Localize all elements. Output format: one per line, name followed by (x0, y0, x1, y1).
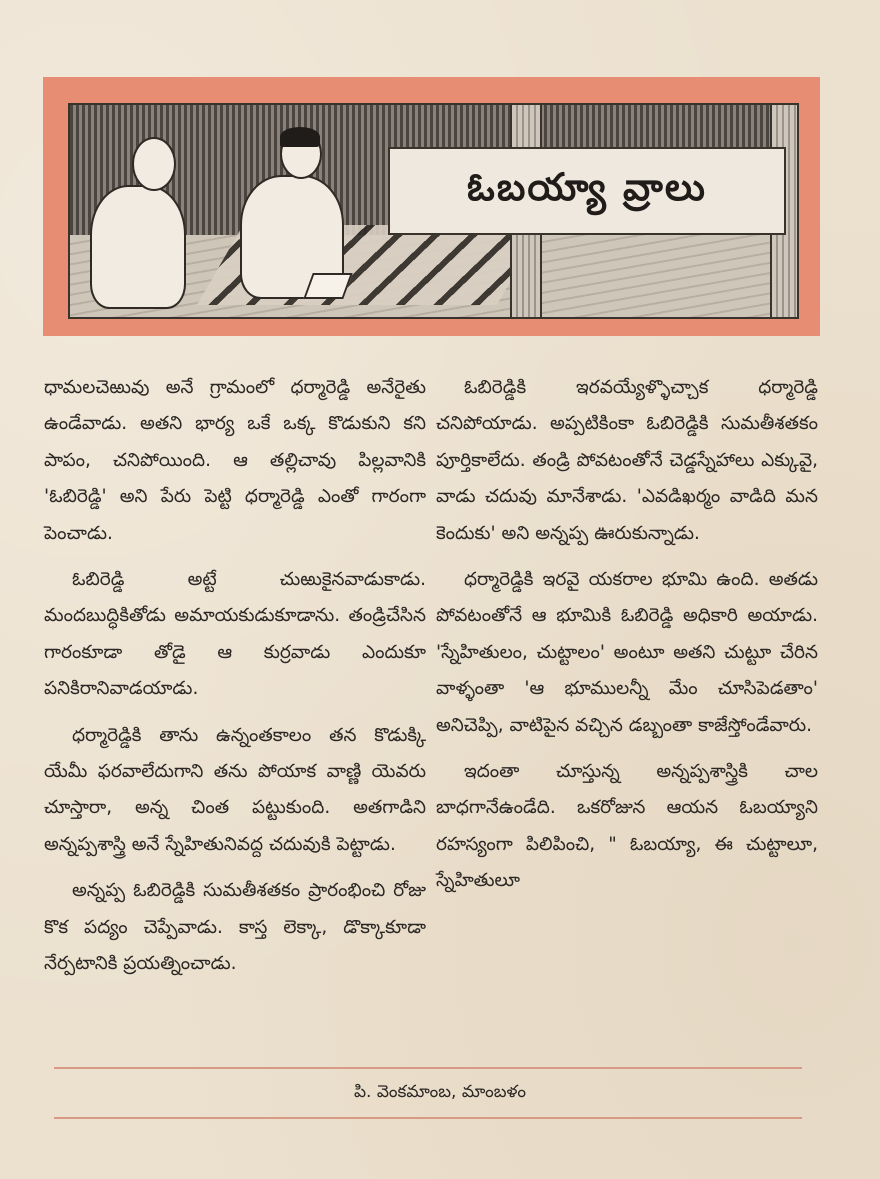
paragraph: ఓబిరెడ్డి అట్టే చుఱుకైనవాడుకాడు. మందబుద్ధికితోడు అమాయకుడుకూడాను. తండ్రిచేసిన గారంకూడా తోడై ఆ కుర్రవాడు ఎందుకూ పనికిరానివాడయాడు. (44, 569, 426, 700)
footer-rule (54, 1117, 802, 1119)
paragraph: ధర్మారెడ్డికి తాను ఉన్నంతకాలం తన కొడుక్కి యేమీ ఫరవాలేదుగాని తను పోయాక వాణ్ణి యెవరు చూస్తారా, అన్న చింత పట్టుకుంది. అతగాడిని అన్నప్పశాస్త్రి అనే స్నేహితునివద్ద చదువుకి పెట్టాడు. (44, 724, 426, 855)
paragraph: ధామలచెఱువు అనే గ్రామంలో ధర్మారెడ్డి అనేరైతు ఉండేవాడు. అతని భార్య ఒకే ఒక్క కొడుకుని కని పాపం, చనిపోయింది. ఆ తల్లిచావు పిల్లవానికి 'ఓబిరెడ్డి' అని పేరు పెట్టి ధర్మారెడ్డి ఎంతో గారంగా పెంచాడు. (44, 377, 426, 544)
author-byline: పి. వెంకమాంబ, మాంబళం (353, 1082, 527, 1102)
paragraph: ఓబిరెడ్డికి ఇరవయ్యేళ్ళొచ్చాక ధర్మారెడ్డి చనిపోయాడు. అప్పటికింకా ఓబిరెడ్డికి సుమతీశతకం పూర్తికాలేదు. తండ్రి పోవటంతోనే చెడ్డస్నేహాలు ఎక్కువై, వాడు చదువు మానేశాడు. 'ఎవడిఖర్మం వాడిది మన కెందుకు' అని అన్నప్ప ఊరుకున్నాడు. (436, 377, 818, 544)
left-column (44, 370, 426, 993)
paragraph: ధర్మారెడ్డికి ఇరవై యకరాల భూమి ఉంది. అతడు పోవటంతోనే ఆ భూమికి ఓబిరెడ్డి అధికారి అయాడు. 'స్నేహితులం, చుట్టాలం' అంటూ అతని చుట్టూ చేరిన వాళ్ళంతా 'ఆ భూములన్నీ మేం చూసిపెడతాం' అనిచెప్పి, వాటిపైన వచ్చిన డబ్బంతా కాజేస్తోండేవారు. (436, 569, 818, 736)
page-title: ఓబయ్యా వ్రాలు (467, 163, 707, 209)
student-hair (280, 127, 320, 147)
teacher-figure (90, 185, 186, 309)
title-board (388, 147, 786, 235)
teacher-head (132, 137, 176, 191)
paragraph: అన్నప్ప ఓబిరెడ్డికి సుమతీశతకం ప్రారంభించి రోజు కొక పద్యం చెప్పేవాడు. కాస్త లెక్కా, డొక్కాకూడా నేర్పటానికి ప్రయత్నించాడు. (44, 880, 426, 975)
paragraph: ఇదంతా చూస్తున్న అన్నప్పశాస్త్రికి చాల బాధగానేఉండేది. ఒకరోజున ఆయన ఓబయ్యాని రహస్యంగా పిలిపించి, " ఓబయ్యా, ఈ చుట్టాలూ, స్నేహితులూ (436, 761, 818, 892)
right-column (436, 370, 818, 910)
header-illustration (68, 103, 799, 319)
footer-rule (54, 1067, 802, 1069)
header-banner (43, 77, 820, 336)
